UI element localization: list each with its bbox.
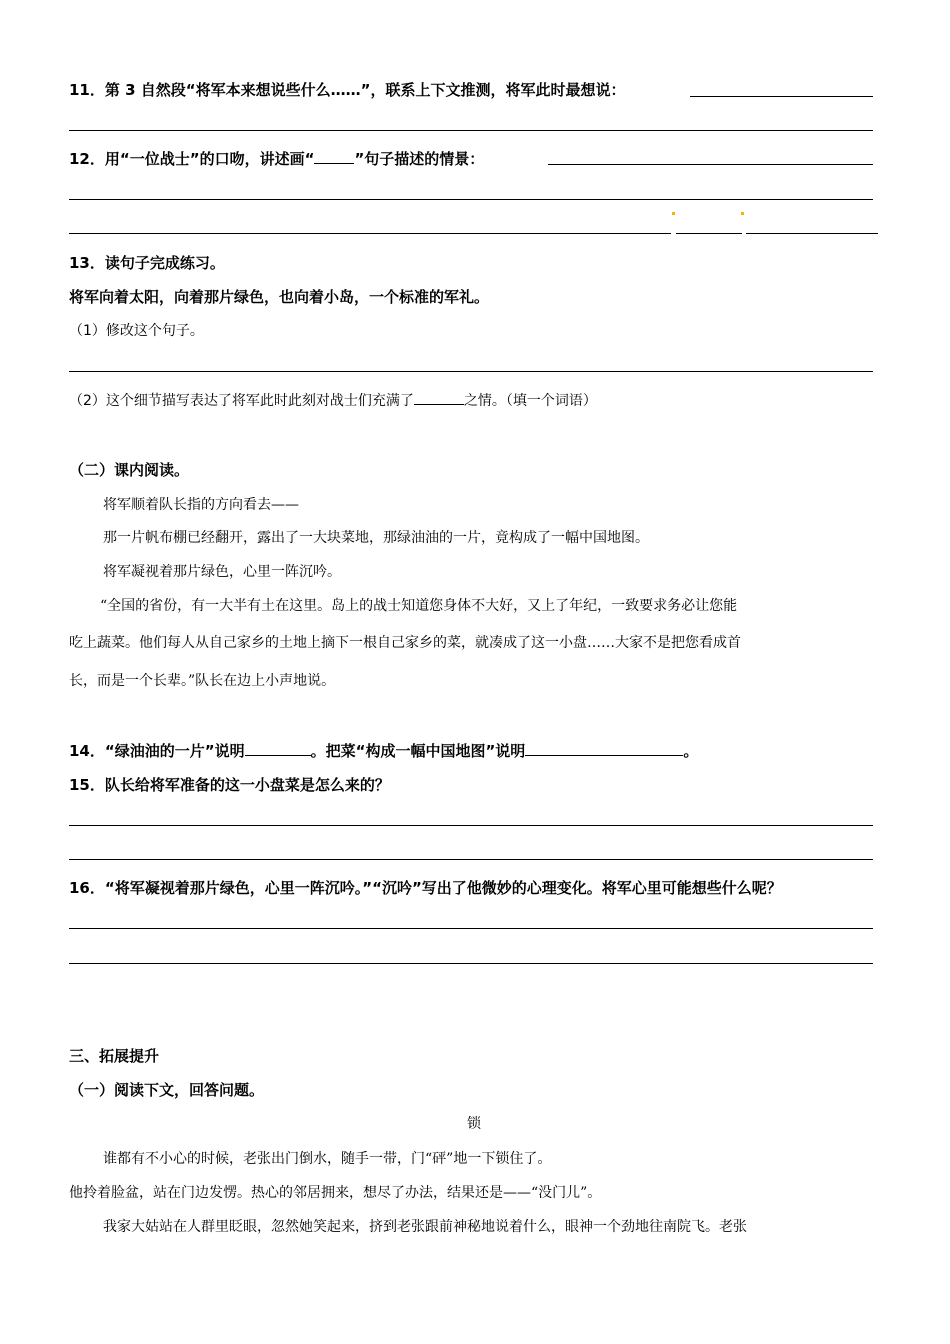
answer-line-12d[interactable] (676, 233, 742, 234)
passage-paragraph: 吃上蔬菜。他们每人从自己家乡的土地上摘下一根自己家乡的菜，就凑成了这一小盘……大家不是把您看成首 (69, 635, 741, 651)
question-11: 11．第 3 自然段“将军本来想说些什么……”，联系上下文推测，将军此时最想说： (69, 81, 626, 99)
highlight-mark (741, 212, 744, 215)
question-15: 15．队长给将军准备的这一小盘菜是怎么来的？ (69, 776, 390, 794)
question-13-sentence: 将军向着太阳，向着那片绿色，也向着小岛，一个标准的军礼。 (69, 288, 490, 306)
answer-line-12b[interactable] (69, 199, 873, 200)
answer-line-12c[interactable] (69, 233, 671, 234)
question-13-sub2-suffix: 之情。（填一个词语） (463, 393, 597, 409)
question-14-blank-2[interactable] (525, 741, 683, 756)
answer-line-12a[interactable] (548, 164, 873, 165)
passage-paragraph: “全国的省份，有一大半有土在这里。岛上的战士知道您身体不大好，又上了年纪，一致要求务必让您能 (100, 598, 738, 614)
question-16: 16．“将军凝视着那片绿色，心里一阵沉吟。”“沉吟”写出了他微妙的心理变化。将军心里可能想些什么呢？ (69, 879, 782, 897)
question-13-title: 13．读句子完成练习。 (69, 254, 225, 272)
question-13-sub2 (69, 390, 597, 410)
answer-line-15a[interactable] (69, 825, 873, 826)
highlight-mark (672, 212, 675, 215)
passage-paragraph: 将军顺着队长指的方向看去—— (103, 497, 299, 513)
question-12 (69, 148, 484, 169)
question-13-sub1: （1）修改这个句子。 (69, 323, 204, 339)
story-paragraph: 我家大姑站在人群里眨眼，忽然她笑起来，挤到老张跟前神秘地说着什么，眼神一个劲地往南院飞。老张 (103, 1219, 747, 1235)
answer-line-16a[interactable] (69, 928, 873, 929)
section-2-heading: （二）课内阅读。 (69, 461, 190, 479)
question-12-blank[interactable] (314, 149, 354, 164)
answer-line-13a[interactable] (69, 371, 873, 372)
question-12-suffix: ”句子描述的情景： (354, 150, 485, 168)
section-3-heading: 三、拓展提升 (69, 1047, 160, 1065)
question-14-blank-1[interactable] (245, 741, 311, 756)
question-14-part3: 。 (683, 742, 699, 760)
question-13-sub2-prefix: （2）这个细节描写表达了将军此时此刻对战士们充满了 (69, 393, 414, 409)
passage-paragraph: 那一片帆布棚已经翻开，露出了一大块菜地，那绿油油的一片，竟构成了一幅中国地图。 (103, 530, 649, 546)
question-14-part2: 。把菜“构成一幅中国地图”说明 (310, 742, 526, 760)
question-13-blank[interactable] (414, 390, 464, 405)
story-paragraph: 谁都有不小心的时候，老张出门倒水，随手一带，门“砰”地一下锁住了。 (103, 1151, 552, 1167)
answer-line-15b[interactable] (69, 859, 873, 860)
answer-line-11a[interactable] (690, 96, 873, 97)
answer-line-11b[interactable] (69, 130, 873, 131)
question-14-part1: 14．“绿油油的一片”说明 (69, 742, 245, 760)
story-title: 锁 (467, 1116, 481, 1132)
story-paragraph: 他拎着脸盆，站在门边发愣。热心的邻居拥来，想尽了办法，结果还是——“没门儿”。 (69, 1185, 602, 1201)
question-12-prefix: 12．用“一位战士”的口吻，讲述画“ (69, 150, 315, 168)
section-3-subheading: （一）阅读下文，回答问题。 (69, 1081, 265, 1099)
answer-line-16b[interactable] (69, 963, 873, 964)
answer-line-12e[interactable] (746, 233, 878, 234)
passage-paragraph: 将军凝视着那片绿色，心里一阵沉吟。 (103, 564, 341, 580)
passage-paragraph: 长，而是一个长辈。”队长在边上小声地说。 (69, 673, 336, 689)
question-14 (69, 740, 698, 761)
